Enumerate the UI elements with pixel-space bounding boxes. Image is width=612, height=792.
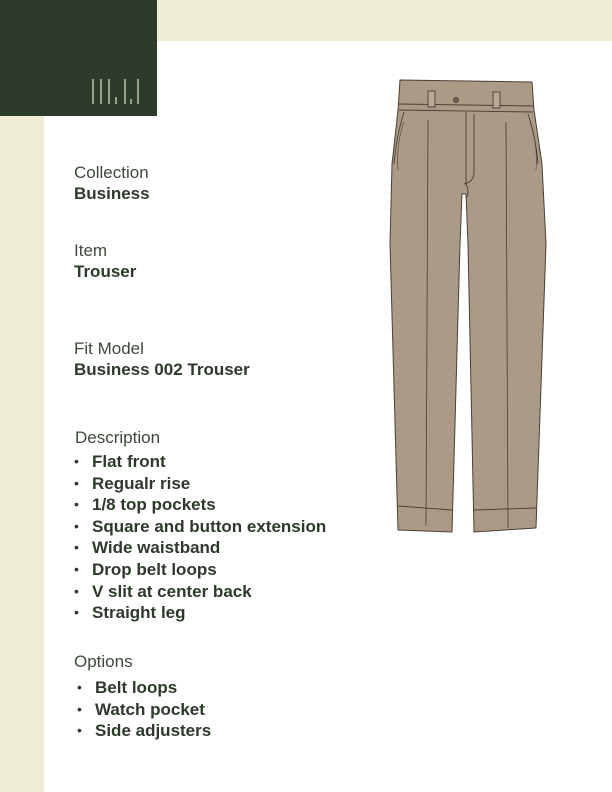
description-label: Description (75, 428, 161, 447)
description-heading (75, 427, 160, 448)
list-item: • Straight leg (74, 602, 326, 624)
options-label: Options (74, 652, 133, 671)
description-list (74, 451, 326, 624)
fit-model-value: Business 002 Trouser (74, 360, 250, 379)
fit-model-label: Fit Model (74, 339, 144, 358)
logo-block (0, 0, 157, 116)
collection-label: Collection (74, 163, 149, 182)
item-field (74, 240, 136, 282)
item-value: Trouser (74, 262, 137, 281)
list-item: • Square and button extension (74, 516, 326, 538)
item-label: Item (74, 241, 108, 260)
fit-model-field (74, 338, 250, 380)
list-item: • Regualr rise (74, 473, 326, 495)
list-item: • 1/8 top pockets (74, 494, 326, 516)
options-heading (74, 651, 133, 672)
trouser-illustration (386, 74, 550, 534)
collection-value: Business (74, 184, 150, 203)
collection-field (74, 162, 150, 204)
list-item: • Watch pocket (77, 699, 211, 721)
options-list (77, 677, 211, 742)
list-item: • V slit at center back (74, 581, 326, 603)
list-item: • Wide waistband (74, 537, 326, 559)
list-item: • Flat front (74, 451, 326, 473)
list-item: • Drop belt loops (74, 559, 326, 581)
list-item: • Belt loops (77, 677, 211, 699)
left-accent-strip (0, 0, 44, 792)
list-item: • Side adjusters (77, 720, 211, 742)
brand-logo (92, 77, 140, 105)
